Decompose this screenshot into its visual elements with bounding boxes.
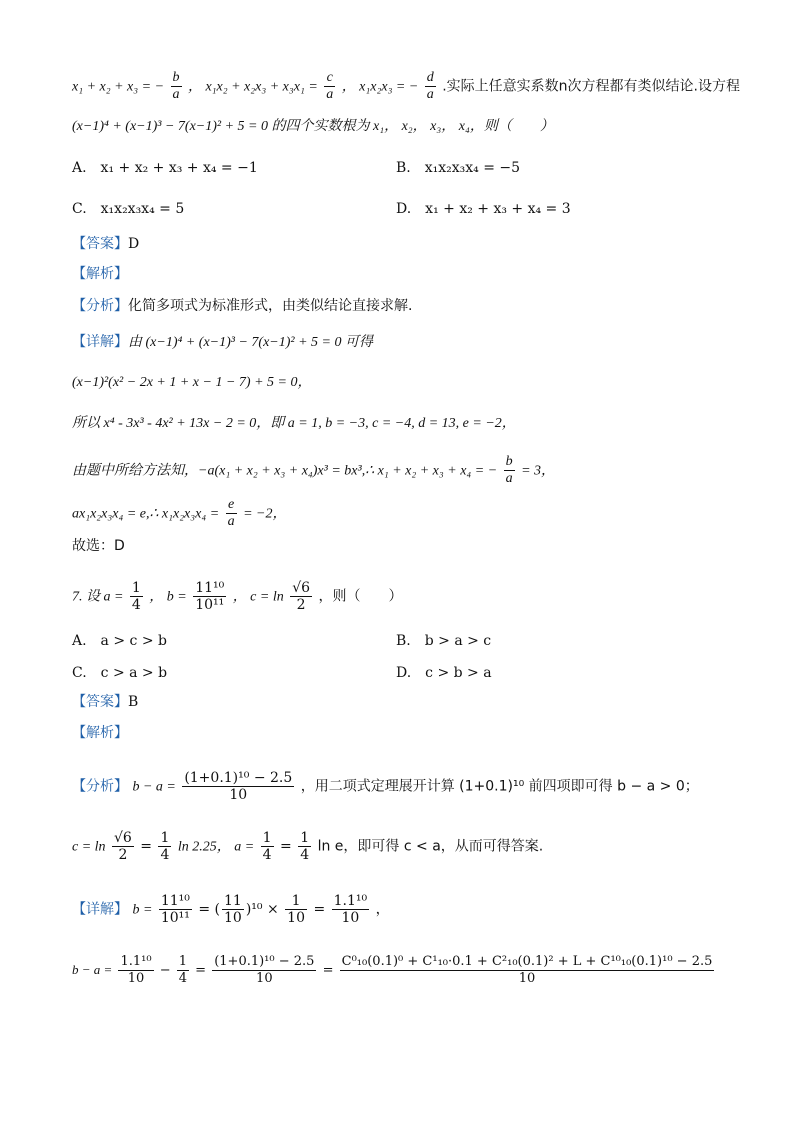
text: .实际上任意实系数n次方程都有类似结论.设方程 — [442, 78, 741, 95]
detail-line — [72, 893, 390, 926]
denominator: a — [426, 87, 434, 102]
conclusion-text: 故选：D — [72, 538, 125, 554]
fraction — [177, 954, 189, 987]
fraction — [504, 454, 515, 487]
denominator: 10 — [287, 910, 305, 926]
numerator: 1 — [160, 830, 170, 846]
detail-tag: 【详解】 — [72, 901, 128, 918]
text: b = — [132, 902, 153, 918]
denominator: 4 — [131, 597, 141, 613]
fraction — [182, 770, 294, 803]
text: 7. 设 a = — [72, 589, 124, 605]
text: = — [322, 963, 334, 978]
step-text: ax₁x₂x₃x₄ = e,∴ x₁x₂x₃x₄ = — [72, 506, 220, 522]
step-text: = 3， — [521, 463, 556, 479]
fraction — [222, 893, 244, 926]
fraction — [425, 70, 436, 103]
numerator: √6 — [114, 830, 132, 846]
text: ， x₁x₂ + x₂x₃ + x₃x₁ = — [187, 79, 318, 95]
step-line — [72, 454, 555, 487]
analysis-summary — [72, 296, 412, 316]
analysis-summary — [72, 770, 699, 803]
numerator: (1+0.1)¹⁰ − 2.5 — [214, 954, 315, 969]
analysis-heading — [72, 264, 128, 284]
text: b − a = — [72, 962, 113, 977]
denominator: 10 — [341, 910, 360, 926]
step-text: 所以 x⁴ - 3x³ - 4x² + 13x − 2 = 0，即 a = 1, b = −3, c = −4, d = 13, e = −2， — [72, 416, 516, 431]
denominator: 2 — [118, 847, 128, 863]
question-6-equation — [72, 116, 554, 137]
step-line — [72, 497, 286, 530]
numerator: 1 — [300, 830, 310, 846]
analysis-heading — [72, 723, 128, 743]
denominator: 4 — [300, 847, 310, 863]
numerator: b — [505, 454, 513, 469]
detail-line — [72, 332, 373, 353]
text: ， c = ln — [232, 589, 284, 605]
text: = — [313, 901, 326, 918]
fraction — [158, 830, 171, 863]
denominator: a — [326, 87, 334, 102]
denominator: 10¹¹ — [195, 597, 225, 613]
text: = — [280, 838, 292, 855]
option-d: D. x₁ + x₂ + x₃ + x₄ = 3 — [396, 201, 571, 217]
option-c: C. x₁x₂x₃x₄ = 5 — [72, 201, 185, 217]
option-b: B. x₁x₂x₃x₄ = −5 — [396, 160, 521, 176]
answer-tag: 【答案】 — [72, 694, 128, 710]
text: ln 2.25， a = — [177, 839, 255, 855]
text: ， — [375, 901, 390, 918]
option-d: D. c > b > a — [396, 665, 492, 681]
numerator: 1 — [178, 954, 188, 969]
fraction — [340, 954, 715, 987]
denominator: 10¹¹ — [160, 910, 190, 926]
denominator: 10 — [256, 971, 273, 986]
fraction — [226, 497, 237, 530]
fraction — [159, 893, 192, 926]
step-text: (x−1)²(x² − 2x + 1 + x − 1 − 7) + 5 = 0， — [72, 375, 312, 390]
text: c = ln — [72, 839, 106, 855]
fraction — [285, 893, 307, 926]
fraction — [290, 580, 312, 613]
fraction — [332, 893, 370, 926]
fraction — [261, 830, 274, 863]
option-b: B. b > a > c — [396, 633, 492, 649]
step-line — [72, 372, 311, 393]
answer-tag: 【答案】 — [72, 236, 128, 252]
analysis-summary-tag: 【分析】 — [72, 298, 128, 314]
text: = ( — [198, 901, 221, 918]
numerator: C⁰₁₀(0.1)⁰ + C¹₁₀·0.1 + C²₁₀(0.1)² + L + C¹⁰₁₀(0.1)¹⁰ − 2.5 — [341, 954, 713, 969]
text: )¹⁰ × — [245, 901, 279, 918]
text: − — [159, 963, 171, 978]
numerator: c — [324, 70, 335, 87]
answer-line — [72, 234, 139, 254]
analysis-summary-tag: 【分析】 — [72, 778, 128, 795]
text: x₁ + x₂ + x₃ = − — [72, 79, 165, 95]
denominator: a — [172, 87, 180, 102]
denominator: 4 — [160, 847, 170, 863]
text: ln e，即可得 c < a，从而可得答案. — [317, 838, 544, 855]
numerator: √6 — [292, 580, 311, 596]
denominator: 4 — [178, 971, 188, 986]
answer-line — [72, 692, 138, 712]
fraction — [112, 830, 134, 863]
detail-text: 由 (x−1)⁴ + (x−1)³ − 7(x−1)² + 5 = 0 可得 — [128, 335, 374, 350]
denominator: a — [227, 514, 235, 529]
detail-tag: 【详解】 — [72, 334, 128, 350]
numerator: 11¹⁰ — [160, 893, 190, 909]
analysis-tag: 【解析】 — [72, 266, 128, 282]
numerator: 11 — [224, 893, 242, 909]
answer-value: B — [128, 694, 139, 710]
denominator: 4 — [262, 847, 272, 863]
fraction — [193, 580, 226, 613]
fraction — [212, 954, 316, 987]
fraction — [130, 580, 143, 613]
text: = — [140, 838, 153, 855]
numerator: (1+0.1)¹⁰ − 2.5 — [184, 770, 293, 786]
numerator: 1 — [131, 580, 141, 596]
numerator: d — [426, 70, 434, 85]
analysis-tag: 【解析】 — [72, 725, 128, 741]
fraction — [171, 70, 182, 103]
numerator: 11¹⁰ — [195, 580, 225, 596]
numerator: e — [226, 497, 237, 514]
numerator: 1 — [285, 893, 307, 910]
step-text: 由题中所给方法知，−a(x₁ + x₂ + x₃ + x₄)x³ = bx³,∴ x₁ + x₂ + x₃ + x₄ = − — [72, 463, 498, 479]
analysis-summary-text: 化简多项式为标准形式，由类似结论直接求解. — [128, 298, 413, 314]
text: (x−1)⁴ + (x−1)³ − 7(x−1)² + 5 = 0 的四个实数根为 x₁， x₂， x₃， x₄，则（ ） — [72, 119, 554, 134]
analysis-c-line — [72, 830, 543, 863]
fraction — [118, 954, 153, 987]
question-7 — [72, 580, 402, 613]
denominator: 10 — [518, 971, 536, 986]
conclusion-line — [72, 536, 125, 556]
step-line — [72, 413, 516, 434]
text: ， b = — [149, 589, 187, 605]
fraction — [324, 70, 335, 103]
denominator: 10 — [224, 910, 242, 926]
denominator: a — [505, 471, 513, 486]
denominator: 10 — [127, 971, 145, 986]
numerator: 1.1¹⁰ — [333, 893, 368, 909]
option-c: C. c > a > b — [72, 665, 168, 681]
text: b − a = — [132, 779, 176, 795]
step-text: = −2， — [243, 506, 287, 522]
text: = — [195, 963, 207, 978]
fraction — [298, 830, 311, 863]
binomial-expansion-line — [72, 954, 716, 987]
denominator: 10 — [229, 787, 248, 803]
denominator: 2 — [296, 597, 306, 613]
answer-value: D — [128, 236, 140, 252]
option-a: A. x₁ + x₂ + x₃ + x₄ = −1 — [72, 160, 258, 176]
text: ， x₁x₂x₃ = − — [341, 79, 419, 95]
numerator: 1.1¹⁰ — [120, 954, 152, 969]
numerator: 1 — [262, 830, 272, 846]
numerator: b — [172, 70, 180, 85]
text: ，则（ ） — [318, 588, 403, 605]
option-a: A. a > c > b — [72, 633, 167, 649]
formula-line-vieta — [72, 70, 740, 103]
text: ，用二项式定理展开计算 (1+0.1)¹⁰ 前四项即可得 b − a > 0； — [300, 778, 699, 795]
